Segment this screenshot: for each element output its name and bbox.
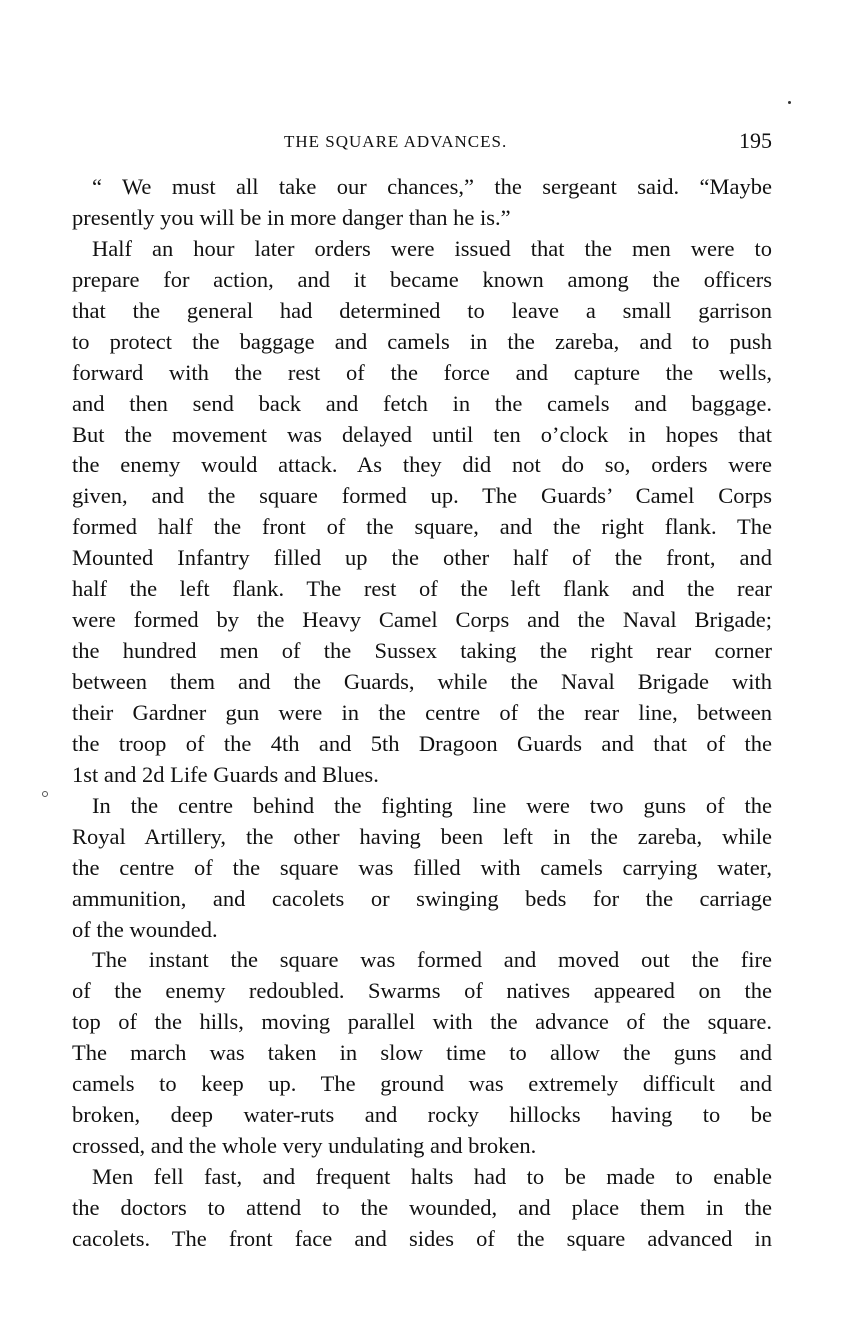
text-line: The instant the square was formed and moved out the fire [92, 947, 772, 973]
text-line: “ We must all take our chances,” the sergeant said. “Maybe [92, 174, 772, 199]
text-line: of the enemy redoubled. Swarms of natives appeared on the [72, 978, 772, 1004]
text-line: The march was taken in slow time to allow the guns and [72, 1040, 772, 1066]
text-line: Half an hour later orders were issued that the men were to [92, 235, 772, 261]
scan-speck [42, 791, 48, 797]
text-line: formed half the front of the square, and the right flank. The [72, 514, 772, 540]
text-line: camels to keep up. The ground was extremely difficult and [72, 1071, 772, 1097]
running-title: THE SQUARE ADVANCES. [284, 132, 508, 151]
text-line: the centre of the square was filled with camels carrying water, [72, 854, 772, 880]
text-line: But the movement was delayed until ten o’clock in hopes that [72, 421, 772, 447]
page-number: 195 [739, 128, 772, 153]
text-line: Royal Artillery, the other having been left in the zareba, while [72, 823, 772, 849]
text-line: forward with the rest of the force and capture the wells, [72, 359, 772, 385]
text-line: to protect the baggage and camels in the zareba, and to push [72, 328, 772, 354]
text-line: presently you will be in more danger than he is.” [72, 204, 511, 230]
text-line: and then send back and fetch in the camels and baggage. [72, 390, 772, 416]
text-line: the doctors to attend to the wounded, and place them in the [72, 1194, 772, 1220]
text-line: half the left flank. The rest of the left flank and the rear [72, 576, 772, 602]
text-line: top of the hills, moving parallel with the advance of the square. [72, 1009, 772, 1035]
text-line: the hundred men of the Sussex taking the right rear corner [72, 638, 772, 664]
body-text [72, 172, 772, 1255]
text-line: 1st and 2d Life Guards and Blues. [72, 761, 379, 787]
page-header [72, 128, 772, 156]
text-line: that the general had determined to leave a small garrison [72, 297, 772, 323]
text-line: their Gardner gun were in the centre of the rear line, between [72, 699, 772, 725]
text-line: of the wounded. [72, 916, 218, 942]
text-line: prepare for action, and it became known among the officers [72, 266, 772, 292]
text-line: crossed, and the whole very undulating and broken. [72, 1133, 537, 1159]
text-line: Mounted Infantry filled up the other half of the front, and [72, 545, 772, 571]
text-line: the enemy would attack. As they did not do so, orders were [72, 452, 772, 478]
scan-speck [788, 101, 791, 104]
text-line: the troop of the 4th and 5th Dragoon Guards and that of the [72, 730, 772, 756]
text-line: In the centre behind the fighting line were two guns of the [92, 792, 772, 818]
text-line: ammunition, and cacolets or swinging beds for the carriage [72, 885, 772, 911]
text-line: Men fell fast, and frequent halts had to be made to enable [92, 1164, 772, 1189]
text-line: between them and the Guards, while the Naval Brigade with [72, 669, 772, 694]
text-line: cacolets. The front face and sides of the square advanced in [72, 1225, 772, 1251]
text-line: broken, deep water-ruts and rocky hillocks having to be [72, 1102, 772, 1128]
text-line: given, and the square formed up. The Guards’ Camel Corps [72, 483, 772, 509]
text-line: were formed by the Heavy Camel Corps and the Naval Brigade; [72, 607, 772, 633]
